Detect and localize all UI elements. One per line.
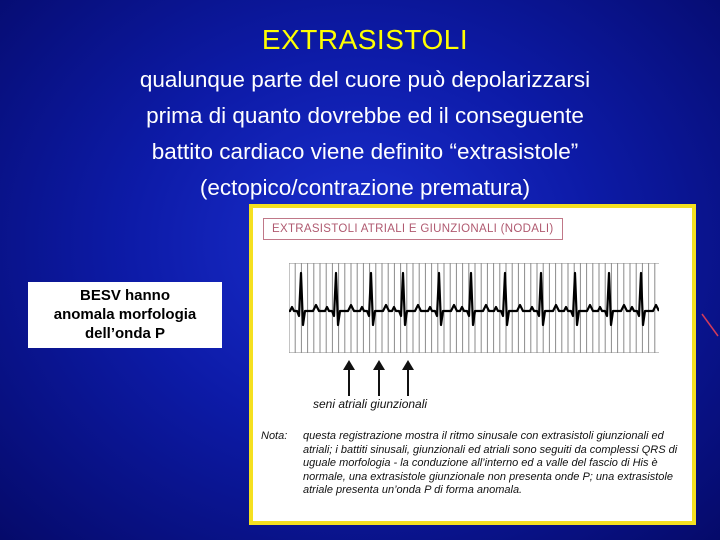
subtitle-line: battito cardiaco viene definito “extrasistole” xyxy=(151,139,579,164)
arrow-label: seni atriali giunzionali xyxy=(313,397,428,411)
slide-title: EXTRASISTOLI xyxy=(261,24,469,55)
arrow-icon xyxy=(402,360,414,370)
figure-title: EXTRASISTOLI ATRIALI E GIUNZIONALI (NODALI) xyxy=(263,218,563,240)
subtitle-line: (ectopico/contrazione prematura) xyxy=(199,175,531,200)
decorative-line xyxy=(700,312,720,342)
figure-note-text: questa registrazione mostra il ritmo sinusale con extrasistoli giunzionali ed atriali; i battiti sinusali, giunzionali ed atriali sono seguiti da complessi QRS di uguale morfologia - la conduzione all’interno ed a valle del fascio di His è normale, una extrasistole giunzionale non presenta onde P; una extrasistole atriale presenta un’onda P di forma anomala. xyxy=(303,430,678,497)
arrow-icon xyxy=(373,360,385,370)
slide-subtitle xyxy=(60,62,670,206)
figure-note-label: Nota: xyxy=(261,430,288,442)
ecg-arrows xyxy=(333,358,423,398)
side-note-line: dell’onda P xyxy=(84,325,165,342)
subtitle-line: qualunque parte del cuore può depolarizzarsi xyxy=(139,67,591,92)
ecg-strip xyxy=(289,263,659,353)
arrow-icon xyxy=(343,360,355,370)
ecg-figure xyxy=(249,204,696,525)
side-note-line: anomala morfologia xyxy=(53,306,197,323)
side-note-line: BESV hanno xyxy=(79,287,170,304)
subtitle-line: prima di quanto dovrebbe ed il conseguente xyxy=(146,103,584,128)
side-note-box xyxy=(28,282,222,348)
